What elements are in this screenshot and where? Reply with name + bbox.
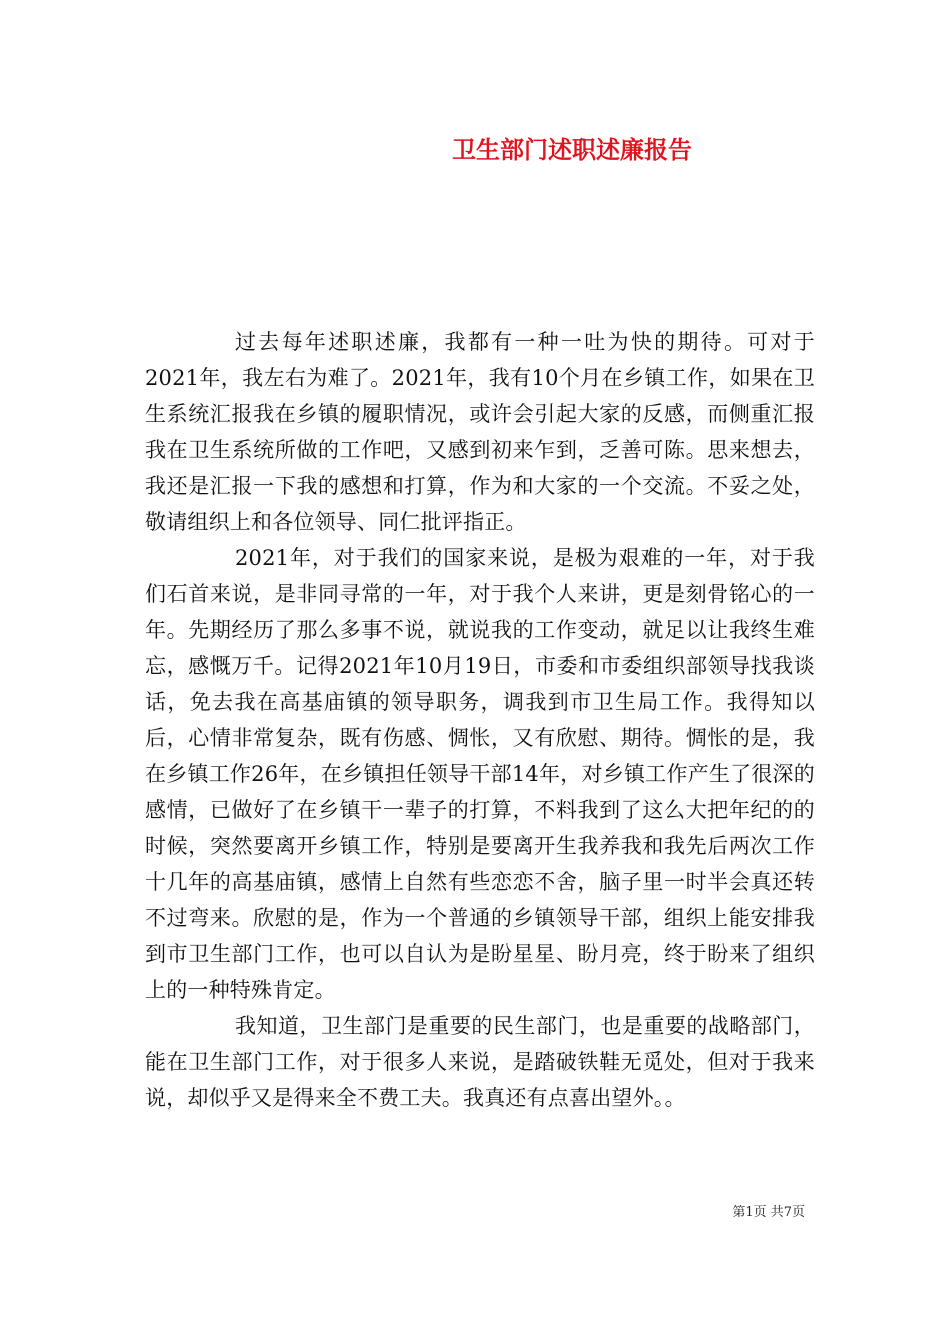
- page-footer: 第1页 共7页: [732, 1205, 805, 1220]
- paragraph-2: 2021年，对于我们的国家来说，是极为艰难的一年，对于我们石首来说，是非同寻常的一年，对于我个人来讲，更是刻骨铭心的一年。先期经历了那么多事不说，就说我的工作变动，就足以让我终生难忘，感慨万千。记得2021年10月19日，市委和市委组织部领导找我谈话，免去我在高基庙镇的领导职务，调我到市卫生局工作。我得知以后，心情非常复杂，既有伤感、惆怅，又有欣慰、期待。惆怅的是，我在乡镇工作26年，在乡镇担任领导干部14年，对乡镇工作产生了很深的感情，已做好了在乡镇干一辈子的打算，不料我到了这么大把年纪的的时候，突然要离开乡镇工作，特别是要离开生我养我和我先后两次工作十几年的高基庙镇，感情上自然有些恋恋不舍，脑子里一时半会真还转不过弯来。欣慰的是，作为一个普通的乡镇领导干部，组织上能安排我到市卫生部门工作，也可以自认为是盼星星、盼月亮，终于盼来了组织上的一种特殊肯定。: [145, 546, 815, 1002]
- document-title: 卫生部门述职述廉报告: [452, 135, 692, 164]
- paragraph-3: 我知道，卫生部门是重要的民生部门，也是重要的战略部门，能在卫生部门工作，对于很多人来说，是踏破铁鞋无觅处，但对于我来说，却似乎又是得来全不费工夫。我真还有点喜出望外。。: [145, 1014, 815, 1110]
- paragraph-1: 过去每年述职述廉，我都有一种一吐为快的期待。可对于2021年，我左右为难了。2021年，我有10个月在乡镇工作，如果在卫生系统汇报我在乡镇的履职情况，或许会引起大家的反感，而侧重汇报我在卫生系统所做的工作吧，又感到初来乍到，乏善可陈。思来想去，我还是汇报一下我的感想和打算，作为和大家的一个交流。不妥之处，敬请组织上和各位领导、同仁批评指正。: [145, 330, 815, 534]
- document-body: [145, 324, 815, 1116]
